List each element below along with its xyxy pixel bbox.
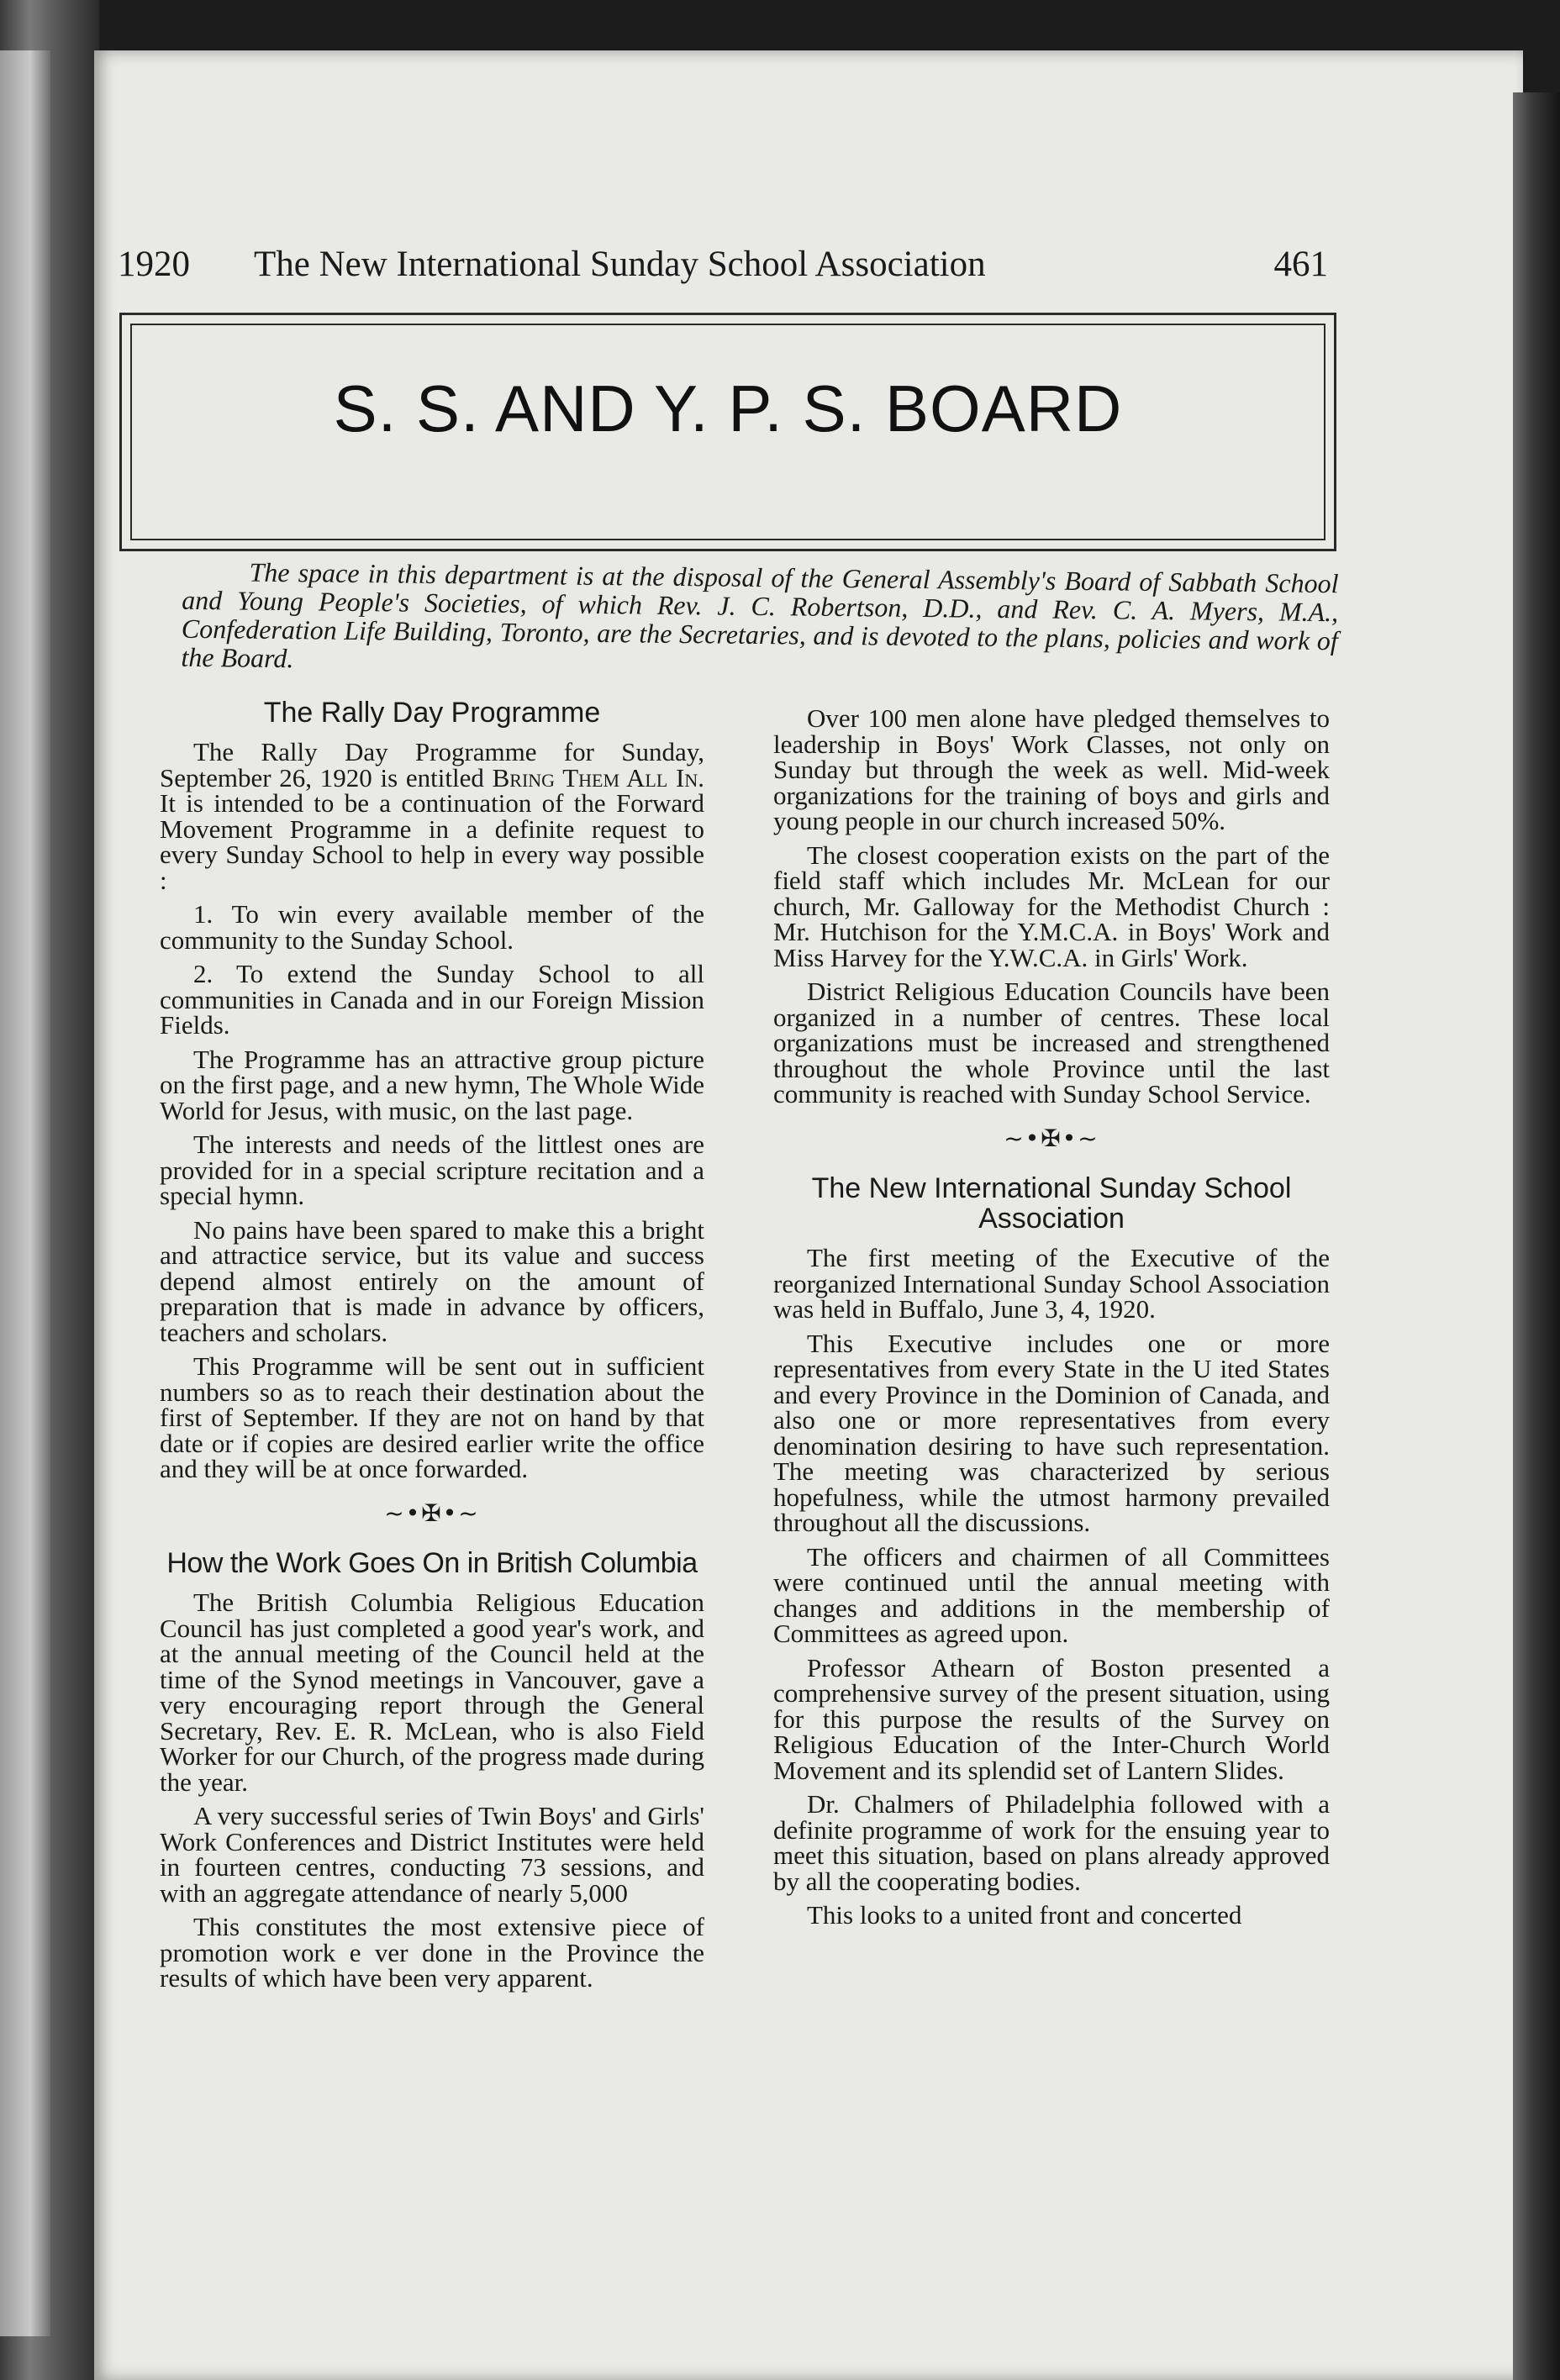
- rally-paragraph-5: This Programme will be sent out in sufficient numbers so as to reach their destination about the first of September. If they are not on hand by that date or if copies are desired earlier write the office and they will be at once forwarded.: [160, 1351, 704, 1483]
- bc-paragraph-2: A very successful series of Twin Boys' and Girls' Work Conferences and District Institutes were held in fourteen centres, conducting 73 sessions, and with an aggregate attendance of nearly 5,000: [160, 1801, 704, 1908]
- rally-paragraph-4: No pains have been spared to make this a bright and attractice service, but its value and success depend almost entirely on the amount of preparation that is made in advance by officers, teachers and scholars.: [160, 1214, 704, 1347]
- nissa-heading: The New International Sunday School Association: [811, 1172, 1292, 1235]
- rally-paragraph-2: The Programme has an attractive group picture on the first page, and a new hymn, The Whole Wide World for Jesus, with music, on the last page.: [160, 1044, 704, 1125]
- left-column: [160, 698, 704, 2000]
- page-number: 461: [1273, 245, 1328, 284]
- nissa-paragraph-2: This Executive includes one or more representatives from every State in the U ited States and every Province in the Dominion of Canada, and also one or more representatives from every denomination desiring to have such representation. The meeting was characterized by serious hopefulness, while the utmost harmony prevailed throughout all the discussions.: [773, 1328, 1330, 1537]
- rally-paragraph-1: [160, 737, 704, 895]
- page-stack-edge-right: [1513, 92, 1560, 2380]
- running-head: [118, 244, 1328, 294]
- rally-item-1: 1. To win every available member of the community to the Sunday School.: [160, 899, 704, 955]
- section-ornament: ~•✠•~: [384, 1498, 480, 1527]
- running-head-title: The New International Sunday School Association: [254, 245, 986, 284]
- section-ornament: ~•✠•~: [1004, 1124, 1099, 1152]
- department-intro: The space in this department is at the disposal of the General Assembly's Board of Sabbath School and Young People's Societies, of which Rev. J. C. Robertson, D.D., and Rev. C. A. Myers, M.A., Confederation Life Building, Toronto, are the Secretaries, and is devoted to the plans, policies and work of the Board.: [181, 556, 1339, 674]
- board-title: S. S. AND Y. P. S. BOARD: [333, 371, 1123, 445]
- rally-paragraph-1-a: The Rally Day Programme for Sunday, September 26, 1920 is entitled: [160, 737, 704, 792]
- nissa-paragraph-5: Dr. Chalmers of Philadelphia followed with a definite programme of work for the ensuing year to meet this situation, based on plans already approved by all the cooperating bodies.: [773, 1789, 1330, 1896]
- bc-paragraph-3: This constitutes the most extensive piece of promotion work e ver done in the Province the results of which have been very apparent.: [160, 1912, 704, 1993]
- previous-page-edge: [0, 50, 50, 2336]
- rally-day-heading: The Rally Day Programme: [263, 697, 601, 729]
- running-head-year: 1920: [118, 245, 190, 284]
- nissa-paragraph-1: The first meeting of the Executive of the reorganized International Sunday School Association was held in Buffalo, June 3, 4, 1920.: [773, 1243, 1330, 1324]
- board-title-box: [119, 313, 1336, 551]
- nissa-paragraph-3: The officers and chairmen of all Committees were continued until the annual meeting with changes and additions in the membership of Committees as agreed upon.: [773, 1541, 1330, 1648]
- nissa-paragraph-4: Professor Athearn of Boston presented a comprehensive survey of the present situation, using for this purpose the results of the Survey on Religious Education of the Inter-Church World Movement and its splendid set of Lantern Slides.: [773, 1652, 1330, 1785]
- right-column: [773, 703, 1330, 1937]
- right-paragraph-3: District Religious Education Councils have been organized in a number of centres. These local organizations must be increased and strengthened throughout the whole Province until the last community is reached with Sunday School Service.: [773, 977, 1330, 1108]
- right-paragraph-1: Over 100 men alone have pledged themselves to leadership in Boys' Work Classes, not only on Sunday but through the week as well. Mid-week organizations for the training of boys and girls and young people in our church increased 50%.: [773, 703, 1330, 835]
- rally-paragraph-3: The interests and needs of the littlest ones are provided for in a special scripture recitation and a special hymn.: [160, 1129, 704, 1210]
- rally-item-2: 2. To extend the Sunday School to all communities in Canada and in our Foreign Mission Fields.: [160, 959, 704, 1040]
- right-paragraph-2: The closest cooperation exists on the part of the field staff which includes Mr. McLean for our church, Mr. Galloway for the Methodist Church : Mr. Hutchison for the Y.M.C.A. in Boys' Work and Miss Harvey for the Y.W.C.A. in Girls' Work.: [773, 840, 1330, 972]
- bc-paragraph-1: The British Columbia Religious Education Council has just completed a good year's work, and at the annual meeting of the Council held at the time of the Synod meetings in Vancouver, gave a very encouraging report through the General Secretary, Rev. E. R. McLean, who is also Field Worker for our Church, of the progress made during the year.: [160, 1588, 704, 1797]
- rally-programme-title: Bring Them All In.: [492, 762, 704, 792]
- rally-paragraph-1-b: It is intended to be a continuation of the Forward Movement Programme in a definite request to every Sunday School to help in every way possible :: [160, 788, 704, 895]
- nissa-paragraph-6: This looks to a united front and concerted: [807, 1900, 1242, 1930]
- british-columbia-heading: How the Work Goes On in British Columbia: [166, 1547, 698, 1579]
